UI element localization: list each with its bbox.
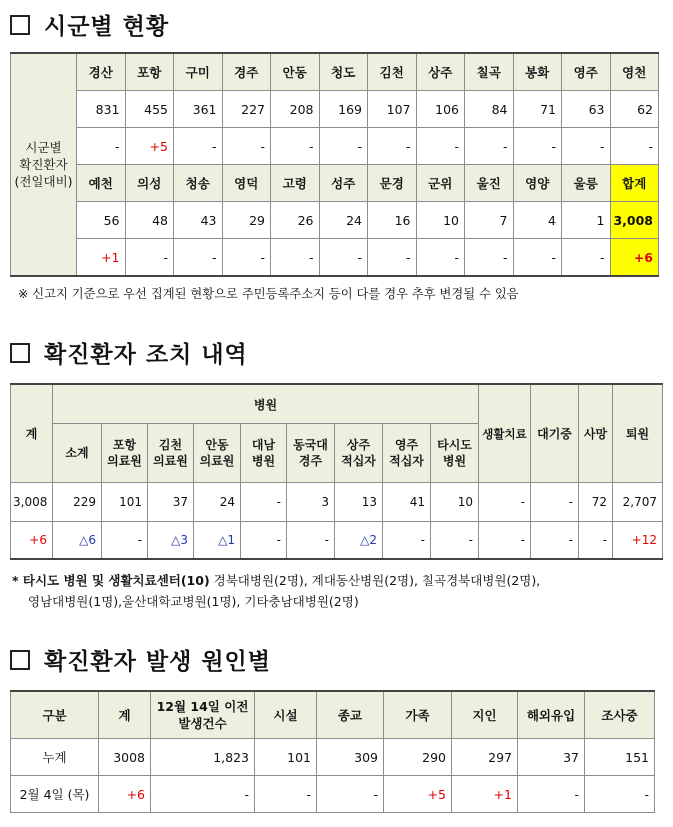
city-count: 56 (77, 202, 126, 239)
city-name: 울릉 (562, 165, 611, 202)
city-delta: - (174, 128, 223, 165)
table-row (11, 739, 655, 776)
table-row (11, 691, 655, 739)
table-row (11, 53, 659, 91)
col-header: 영주 적십자 (383, 424, 431, 483)
table-row (11, 776, 655, 813)
total-header: 계 (11, 384, 53, 483)
cell: +5 (384, 776, 452, 813)
col-header: 동국대 경주 (287, 424, 335, 483)
city-delta: - (222, 128, 271, 165)
city-name: 군위 (416, 165, 465, 202)
cause-table (10, 690, 655, 813)
cell: - (383, 522, 431, 560)
cell: - (531, 522, 579, 560)
total-header: 합계 (610, 165, 659, 202)
table-row (11, 128, 659, 165)
city-delta: - (562, 128, 611, 165)
section-title-treatment: 확진환자 조치 내역 (10, 336, 248, 369)
cell: - (287, 522, 335, 560)
cell: - (102, 522, 148, 560)
city-delta: - (513, 128, 562, 165)
cell: - (255, 776, 317, 813)
city-delta: - (368, 128, 417, 165)
city-delta: - (610, 128, 659, 165)
city-name: 포항 (125, 53, 174, 91)
city-delta: - (271, 239, 320, 277)
cell: 290 (384, 739, 452, 776)
cell: 3008 (99, 739, 151, 776)
city-name: 예천 (77, 165, 126, 202)
cell: - (585, 776, 655, 813)
city-name: 영천 (610, 53, 659, 91)
cell: +6 (99, 776, 151, 813)
col-header: 시설 (255, 691, 317, 739)
city-name: 영양 (513, 165, 562, 202)
city-name: 경산 (77, 53, 126, 91)
cell: 3 (287, 483, 335, 522)
city-name: 봉화 (513, 53, 562, 91)
cell: - (241, 483, 287, 522)
city-name: 영주 (562, 53, 611, 91)
cell: 3,008 (11, 483, 53, 522)
city-delta: - (513, 239, 562, 277)
cell: △1 (194, 522, 241, 560)
treatment-table (10, 383, 663, 560)
city-count: 62 (610, 91, 659, 128)
treatment-footnote: * 타시도 병원 및 생활치료센터(10) 경북대병원(2명), 계대동산병원(2명), 칠곡경북대병원(2명), 영남대병원(1명),울산대학교병원(1명), 기타충남대병원(2명) (12, 573, 541, 609)
city-name: 문경 (368, 165, 417, 202)
cell: 229 (53, 483, 102, 522)
city-count: 831 (77, 91, 126, 128)
cell: 1,823 (151, 739, 255, 776)
cell: - (151, 776, 255, 813)
city-delta: - (465, 239, 514, 277)
city-count: 10 (416, 202, 465, 239)
total-count: 3,008 (610, 202, 659, 239)
col-header: 구분 (11, 691, 99, 739)
city-name: 청도 (319, 53, 368, 91)
cell: 37 (518, 739, 585, 776)
col-header: 해외유입 (518, 691, 585, 739)
cell: 151 (585, 739, 655, 776)
total-delta: +6 (610, 239, 659, 277)
col-header: 퇴원 (613, 384, 663, 483)
city-count: 455 (125, 91, 174, 128)
col-header: 계 (99, 691, 151, 739)
section-title-city: 시군별 현황 (10, 8, 169, 41)
col-header: 가족 (384, 691, 452, 739)
city-name: 상주 (416, 53, 465, 91)
col-header: 조사중 (585, 691, 655, 739)
city-footnote: ※ 신고지 기준으로 우선 집계된 현황으로 주민등록주소지 등이 다를 경우 추후 변경될 수 있음 (18, 287, 519, 301)
city-name: 김천 (368, 53, 417, 91)
cell: 41 (383, 483, 431, 522)
col-header: 사망 (579, 384, 613, 483)
col-header: 포항 의료원 (102, 424, 148, 483)
cell: 297 (452, 739, 518, 776)
cell: - (531, 483, 579, 522)
city-name: 청송 (174, 165, 223, 202)
city-delta: - (319, 128, 368, 165)
hospital-header: 병원 (53, 384, 479, 424)
cell: 24 (194, 483, 241, 522)
city-count: 71 (513, 91, 562, 128)
cell: 309 (317, 739, 384, 776)
city-count: 1 (562, 202, 611, 239)
city-count: 63 (562, 91, 611, 128)
cell: - (431, 522, 479, 560)
col-header: 대남 병원 (241, 424, 287, 483)
cell: +1 (452, 776, 518, 813)
city-delta: - (416, 128, 465, 165)
cell: - (579, 522, 613, 560)
city-name: 영덕 (222, 165, 271, 202)
city-count: 26 (271, 202, 320, 239)
city-delta: - (562, 239, 611, 277)
table-row (11, 239, 659, 277)
cell: 37 (148, 483, 194, 522)
city-delta: - (465, 128, 514, 165)
city-count: 361 (174, 91, 223, 128)
cell: - (479, 522, 531, 560)
city-count: 16 (368, 202, 417, 239)
cell: △3 (148, 522, 194, 560)
city-status-table (10, 52, 659, 277)
table-row (11, 91, 659, 128)
city-name: 의성 (125, 165, 174, 202)
city-count: 29 (222, 202, 271, 239)
cell: +12 (613, 522, 663, 560)
city-delta: - (174, 239, 223, 277)
city-delta: +1 (77, 239, 126, 277)
city-name: 구미 (174, 53, 223, 91)
cell: - (479, 483, 531, 522)
cell: △2 (335, 522, 383, 560)
cell: - (518, 776, 585, 813)
table-row (11, 165, 659, 202)
city-count: 7 (465, 202, 514, 239)
city-count: 169 (319, 91, 368, 128)
col-header: 소계 (53, 424, 102, 483)
city-delta: - (368, 239, 417, 277)
col-header: 지인 (452, 691, 518, 739)
row-label: 누계 (11, 739, 99, 776)
col-header: 종교 (317, 691, 384, 739)
city-name: 울진 (465, 165, 514, 202)
city-count: 24 (319, 202, 368, 239)
cell: - (317, 776, 384, 813)
cell: - (241, 522, 287, 560)
city-name: 성주 (319, 165, 368, 202)
city-delta: - (271, 128, 320, 165)
cell: 72 (579, 483, 613, 522)
city-name: 칠곡 (465, 53, 514, 91)
cell: △6 (53, 522, 102, 560)
city-delta: - (416, 239, 465, 277)
cell: 10 (431, 483, 479, 522)
checkbox-square-icon (10, 15, 30, 35)
table-row (11, 522, 663, 560)
col-header: 타시도 병원 (431, 424, 479, 483)
city-count: 208 (271, 91, 320, 128)
table-row (11, 202, 659, 239)
city-count: 4 (513, 202, 562, 239)
cell: 13 (335, 483, 383, 522)
city-count: 43 (174, 202, 223, 239)
city-delta: - (222, 239, 271, 277)
col-header: 김천 의료원 (148, 424, 194, 483)
cell: +6 (11, 522, 53, 560)
checkbox-square-icon (10, 343, 30, 363)
table-row (11, 483, 663, 522)
cell: 101 (255, 739, 317, 776)
city-count: 84 (465, 91, 514, 128)
city-delta: - (125, 239, 174, 277)
city-name: 안동 (271, 53, 320, 91)
col-header: 안동 의료원 (194, 424, 241, 483)
side-label: 시군별 확진환자 (전일대비) (11, 53, 77, 276)
city-delta: - (319, 239, 368, 277)
cell: 2,707 (613, 483, 663, 522)
checkbox-square-icon (10, 650, 30, 670)
city-count: 227 (222, 91, 271, 128)
city-delta: +5 (125, 128, 174, 165)
section-title-cause: 확진환자 발생 원인별 (10, 643, 271, 676)
city-count: 107 (368, 91, 417, 128)
city-count: 106 (416, 91, 465, 128)
col-header: 생활치료 (479, 384, 531, 483)
table-row (11, 384, 663, 424)
col-header: 대기중 (531, 384, 579, 483)
city-name: 고령 (271, 165, 320, 202)
col-header: 상주 적십자 (335, 424, 383, 483)
city-name: 경주 (222, 53, 271, 91)
cell: 101 (102, 483, 148, 522)
city-count: 48 (125, 202, 174, 239)
row-label: 2월 4일 (목) (11, 776, 99, 813)
city-delta: - (77, 128, 126, 165)
col-header: 12월 14일 이전 발생건수 (151, 691, 255, 739)
